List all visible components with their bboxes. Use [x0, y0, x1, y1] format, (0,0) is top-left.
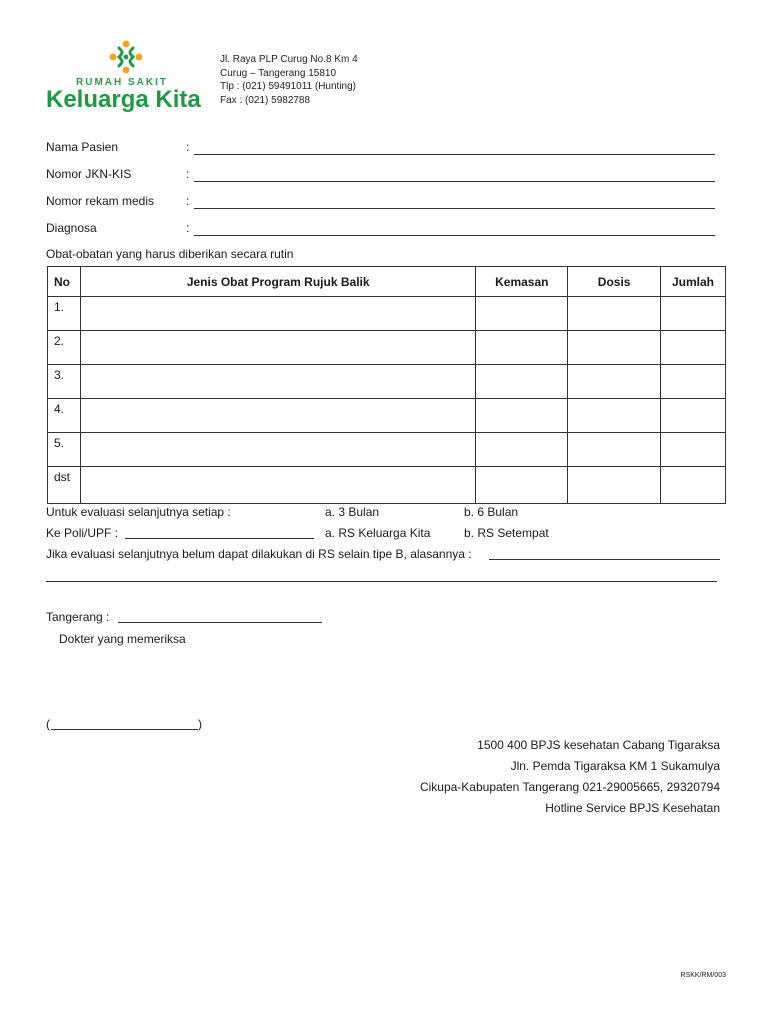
- table-row: [48, 467, 726, 504]
- cell-kemasan[interactable]: [476, 467, 568, 504]
- cell-dosis[interactable]: [568, 297, 661, 331]
- logo-emblem-icon: [108, 40, 144, 74]
- cell-kemasan[interactable]: [476, 433, 568, 467]
- cell-dosis[interactable]: [568, 365, 661, 399]
- row-number: 5.: [48, 433, 81, 467]
- poli-option-rs-setempat[interactable]: b. RS Setempat: [464, 526, 549, 540]
- poli-blank-line[interactable]: [125, 538, 314, 539]
- table-row: [48, 365, 726, 399]
- cell-dosis[interactable]: [568, 467, 661, 504]
- row-number: 2.: [48, 331, 81, 365]
- field-colon: :: [186, 221, 190, 235]
- logo-title: Keluarga Kita: [46, 86, 201, 113]
- table-row: [48, 297, 726, 331]
- document-code: RSKK/RM/003: [680, 972, 726, 979]
- col-header-jenis-obat: Jenis Obat Program Rujuk Balik: [80, 267, 475, 297]
- col-header-dosis: Dosis: [568, 267, 661, 297]
- evaluation-label: Untuk evaluasi selanjutnya setiap :: [46, 505, 231, 519]
- reason-blank-line[interactable]: [489, 559, 720, 560]
- field-blank-line[interactable]: [194, 208, 715, 209]
- cell-jumlah[interactable]: [661, 331, 726, 365]
- address-line: Curug – Tangerang 15810: [220, 67, 337, 79]
- field-label: Nomor rekam medis: [46, 194, 155, 208]
- cell-jumlah[interactable]: [661, 433, 726, 467]
- poli-option-rs-keluarga-kita[interactable]: a. RS Keluarga Kita: [325, 526, 431, 540]
- col-header-kemasan: Kemasan: [476, 267, 568, 297]
- field-label: Diagnosa: [46, 221, 97, 235]
- table-row: [48, 433, 726, 467]
- cell-jenis-obat[interactable]: [80, 297, 475, 331]
- signature-paren-open: (: [46, 717, 50, 731]
- table-row: [48, 331, 726, 365]
- hospital-address: [220, 53, 358, 107]
- cell-jumlah[interactable]: [661, 297, 726, 331]
- cell-jenis-obat[interactable]: [80, 399, 475, 433]
- field-colon: :: [186, 167, 190, 181]
- footer-line: Hotline Service BPJS Kesehatan: [545, 801, 720, 815]
- field-label: Nomor JKN-KIS: [46, 167, 132, 181]
- reason-blank-line-2[interactable]: [46, 581, 717, 582]
- evaluation-option-3-bulan[interactable]: a. 3 Bulan: [325, 505, 380, 519]
- cell-jenis-obat[interactable]: [80, 467, 475, 504]
- cell-dosis[interactable]: [568, 433, 661, 467]
- doctor-label: Dokter yang memeriksa: [59, 632, 186, 646]
- address-line: Tlp : (021) 59491011 (Hunting): [220, 81, 357, 92]
- logo-subtitle: RUMAH SAKIT: [76, 77, 168, 88]
- table-header-row: [48, 267, 726, 297]
- evaluation-option-6-bulan[interactable]: b. 6 Bulan: [464, 505, 519, 519]
- footer-line: Cikupa-Kabupaten Tangerang 021-29005665, 29320794: [419, 780, 720, 794]
- cell-jumlah[interactable]: [661, 365, 726, 399]
- cell-jumlah[interactable]: [661, 399, 726, 433]
- cell-jenis-obat[interactable]: [80, 365, 475, 399]
- medication-intro: Obat-obatan yang harus diberikan secara rutin: [46, 247, 294, 261]
- table-row: [48, 399, 726, 433]
- cell-kemasan[interactable]: [476, 297, 568, 331]
- footer-line: 1500 400 BPJS kesehatan Cabang Tigaraksa: [477, 738, 720, 752]
- address-line: Fax : (021) 5982788: [220, 94, 311, 106]
- row-number: dst: [48, 467, 81, 504]
- poli-label: Ke Poli/UPF :: [46, 526, 119, 540]
- col-header-no: No: [48, 267, 81, 297]
- cell-jenis-obat[interactable]: [80, 433, 475, 467]
- cell-jumlah[interactable]: [661, 467, 726, 504]
- medication-table: [47, 266, 726, 504]
- reason-label: Jika evaluasi selanjutnya belum dapat dilakukan di RS selain tipe B, alasannya :: [46, 547, 472, 561]
- row-number: 3.: [48, 365, 81, 399]
- field-colon: :: [186, 140, 190, 154]
- field-blank-line[interactable]: [194, 181, 715, 182]
- cell-kemasan[interactable]: [476, 365, 568, 399]
- footer-line: Jln. Pemda Tigaraksa KM 1 Sukamulya: [510, 759, 720, 773]
- field-blank-line[interactable]: [194, 154, 715, 155]
- date-blank-line[interactable]: [118, 622, 322, 623]
- signature-blank-line[interactable]: [51, 729, 198, 730]
- field-colon: :: [186, 194, 190, 208]
- col-header-jumlah: Jumlah: [661, 267, 726, 297]
- row-number: 1.: [48, 297, 81, 331]
- cell-kemasan[interactable]: [476, 399, 568, 433]
- hospital-logo: [46, 40, 216, 120]
- field-blank-line[interactable]: [194, 235, 715, 236]
- address-line: Jl. Raya PLP Curug No.8 Km 4: [220, 54, 358, 65]
- cell-dosis[interactable]: [568, 399, 661, 433]
- row-number: 4.: [48, 399, 81, 433]
- signature-paren-close: ): [198, 717, 202, 731]
- cell-jenis-obat[interactable]: [80, 331, 475, 365]
- place-label: Tangerang :: [46, 610, 110, 624]
- cell-dosis[interactable]: [568, 331, 661, 365]
- cell-kemasan[interactable]: [476, 331, 568, 365]
- field-label: Nama Pasien: [46, 140, 119, 154]
